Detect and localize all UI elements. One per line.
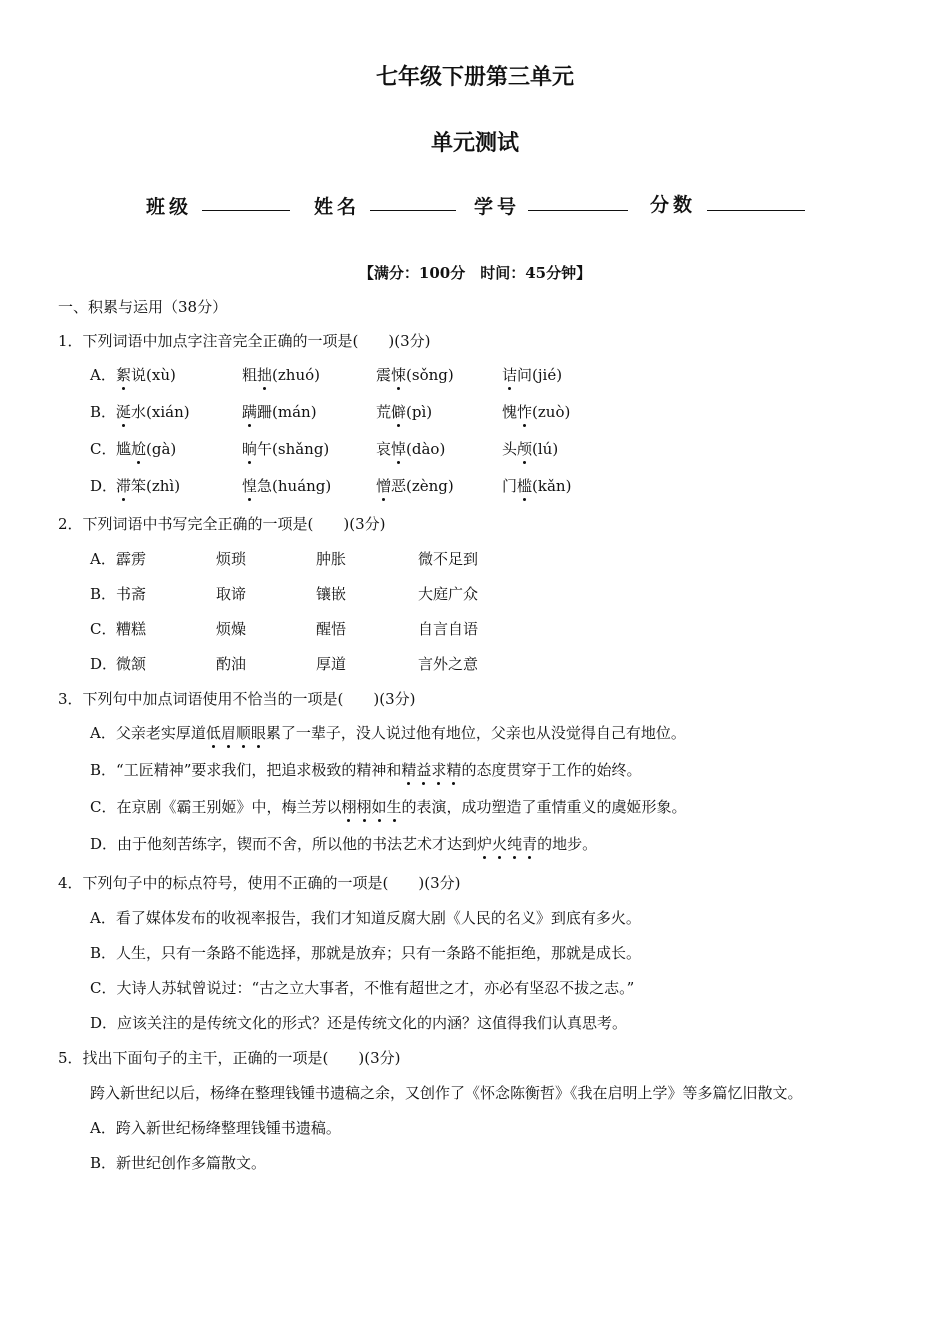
q2-word: 厚道 [316, 655, 347, 673]
q1-word: 诘问(jié) [502, 366, 563, 384]
q4-option: D．应该关注的是传统文化的形式？还是传统文化的内涵？这值得我们认真思考。 [90, 1014, 628, 1032]
q4-option: B．人生，只有一条路不能选择，那就是放弃；只有一条路不能拒绝，那就是成长。 [90, 944, 642, 962]
q2-word: 镶嵌 [316, 585, 347, 603]
q5-sentence: 跨入新世纪以后，杨绛在整理钱锺书遗稿之余，又创作了《怀念陈衡哲》《我在启明上学》等多篇忆旧散文。 [90, 1084, 803, 1102]
q2-word: 糟糕 [116, 620, 147, 638]
name-label: 姓名 [314, 196, 361, 218]
question-4-stem: 4．下列句子中的标点符号，使用不正确的一项是( )(3分) [58, 874, 461, 892]
question-3-stem: 3．下列句中加点词语使用不恰当的一项是( )(3分) [58, 690, 416, 708]
q1-option-label: C． [90, 440, 117, 458]
q1-word: 憎恶(zèng) [376, 477, 454, 495]
page-subtitle: 单元测试 [430, 131, 519, 156]
class-label: 班级 [146, 196, 193, 218]
q1-word: 粗拙(zhuó) [242, 366, 320, 384]
q3-option: B．“工匠精神”要求我们，把追求极致的精神和精益求精的态度贯穿于工作的始终。 [90, 761, 642, 779]
q3-option: A．父亲老实厚道低眉顺眼累了一辈子，没人说过他有地位，父亲也从没觉得自己有地位。 [90, 724, 686, 742]
q2-word: 大庭广众 [418, 585, 479, 603]
q2-option-label: D． [90, 655, 118, 673]
q2-option-label: C． [90, 620, 117, 638]
q3-option: D．由于他刻苦练字，锲而不舍，所以他的书法艺术才达到炉火纯青的地步。 [90, 835, 598, 853]
q2-word: 书斋 [116, 585, 147, 603]
question-5-stem: 5．找出下面句子的主干，正确的一项是( )(3分) [58, 1049, 401, 1067]
q1-word: 惶急(huáng) [242, 477, 332, 495]
q2-word: 肿胀 [316, 550, 347, 568]
q3-option: C．在京剧《霸王别姬》中，梅兰芳以栩栩如生的表演，成功塑造了重情重义的虞姬形象。 [90, 798, 687, 816]
q5-option: B．新世纪创作多篇散文。 [90, 1154, 267, 1172]
id-label: 学号 [474, 196, 521, 218]
name-blank[interactable] [370, 192, 456, 211]
page-title: 七年级下册第三单元 [375, 65, 574, 90]
q1-word: 愧怍(zuò) [502, 403, 571, 421]
q2-word: 微颔 [116, 655, 147, 673]
question-1-stem: 1．下列词语中加点字注音完全正确的一项是( )(3分) [58, 332, 431, 350]
q1-word: 震悚(sǒng) [376, 366, 454, 384]
q1-word: 荒僻(pì) [376, 403, 433, 421]
q2-word: 取谛 [216, 585, 247, 603]
q1-word: 滞笨(zhì) [116, 477, 181, 495]
q1-word: 哀悼(dào) [376, 440, 446, 458]
q2-word: 微不足到 [418, 550, 479, 568]
q4-option: C．大诗人苏轼曾说过：“古之立大事者，不惟有超世之才，亦必有坚忍不拔之志。” [90, 979, 635, 997]
q2-word: 烦燥 [216, 620, 247, 638]
q1-option-label: D． [90, 477, 118, 495]
q2-word: 霹雳 [116, 550, 147, 568]
class-blank[interactable] [202, 192, 290, 211]
q1-option-label: A． [90, 366, 116, 384]
score-label: 分数 [650, 194, 697, 216]
exam-meta: 【满分：100分 时间：45分钟】 [358, 264, 592, 282]
section-heading: 一、积累与运用（38分） [58, 298, 228, 316]
question-2-stem: 2．下列词语中书写完全正确的一项是( )(3分) [58, 515, 386, 533]
q2-word: 酌油 [216, 655, 247, 673]
q1-word: 晌午(shǎng) [242, 440, 330, 458]
q2-word: 自言自语 [418, 620, 479, 638]
q2-word: 言外之意 [418, 655, 479, 673]
q2-option-label: B． [90, 585, 117, 603]
q1-option-label: B． [90, 403, 117, 421]
q2-word: 醒悟 [316, 620, 347, 638]
q1-word: 涎水(xián) [116, 403, 190, 421]
q1-word: 门槛(kǎn) [502, 477, 572, 495]
q1-word: 蹒跚(mán) [242, 403, 317, 421]
id-blank[interactable] [528, 192, 628, 211]
q2-option-label: A． [90, 550, 116, 568]
q5-option: A．跨入新世纪杨绛整理钱锺书遗稿。 [90, 1119, 341, 1137]
q1-word: 尴尬(gà) [116, 440, 177, 458]
score-blank[interactable] [707, 192, 805, 211]
q4-option: A．看了媒体发布的收视率报告，我们才知道反腐大剧《人民的名义》到底有多火。 [90, 909, 641, 927]
q2-word: 烦琐 [216, 550, 247, 568]
q1-word: 头颅(lú) [502, 440, 559, 458]
q1-word: 絮说(xù) [116, 366, 176, 384]
